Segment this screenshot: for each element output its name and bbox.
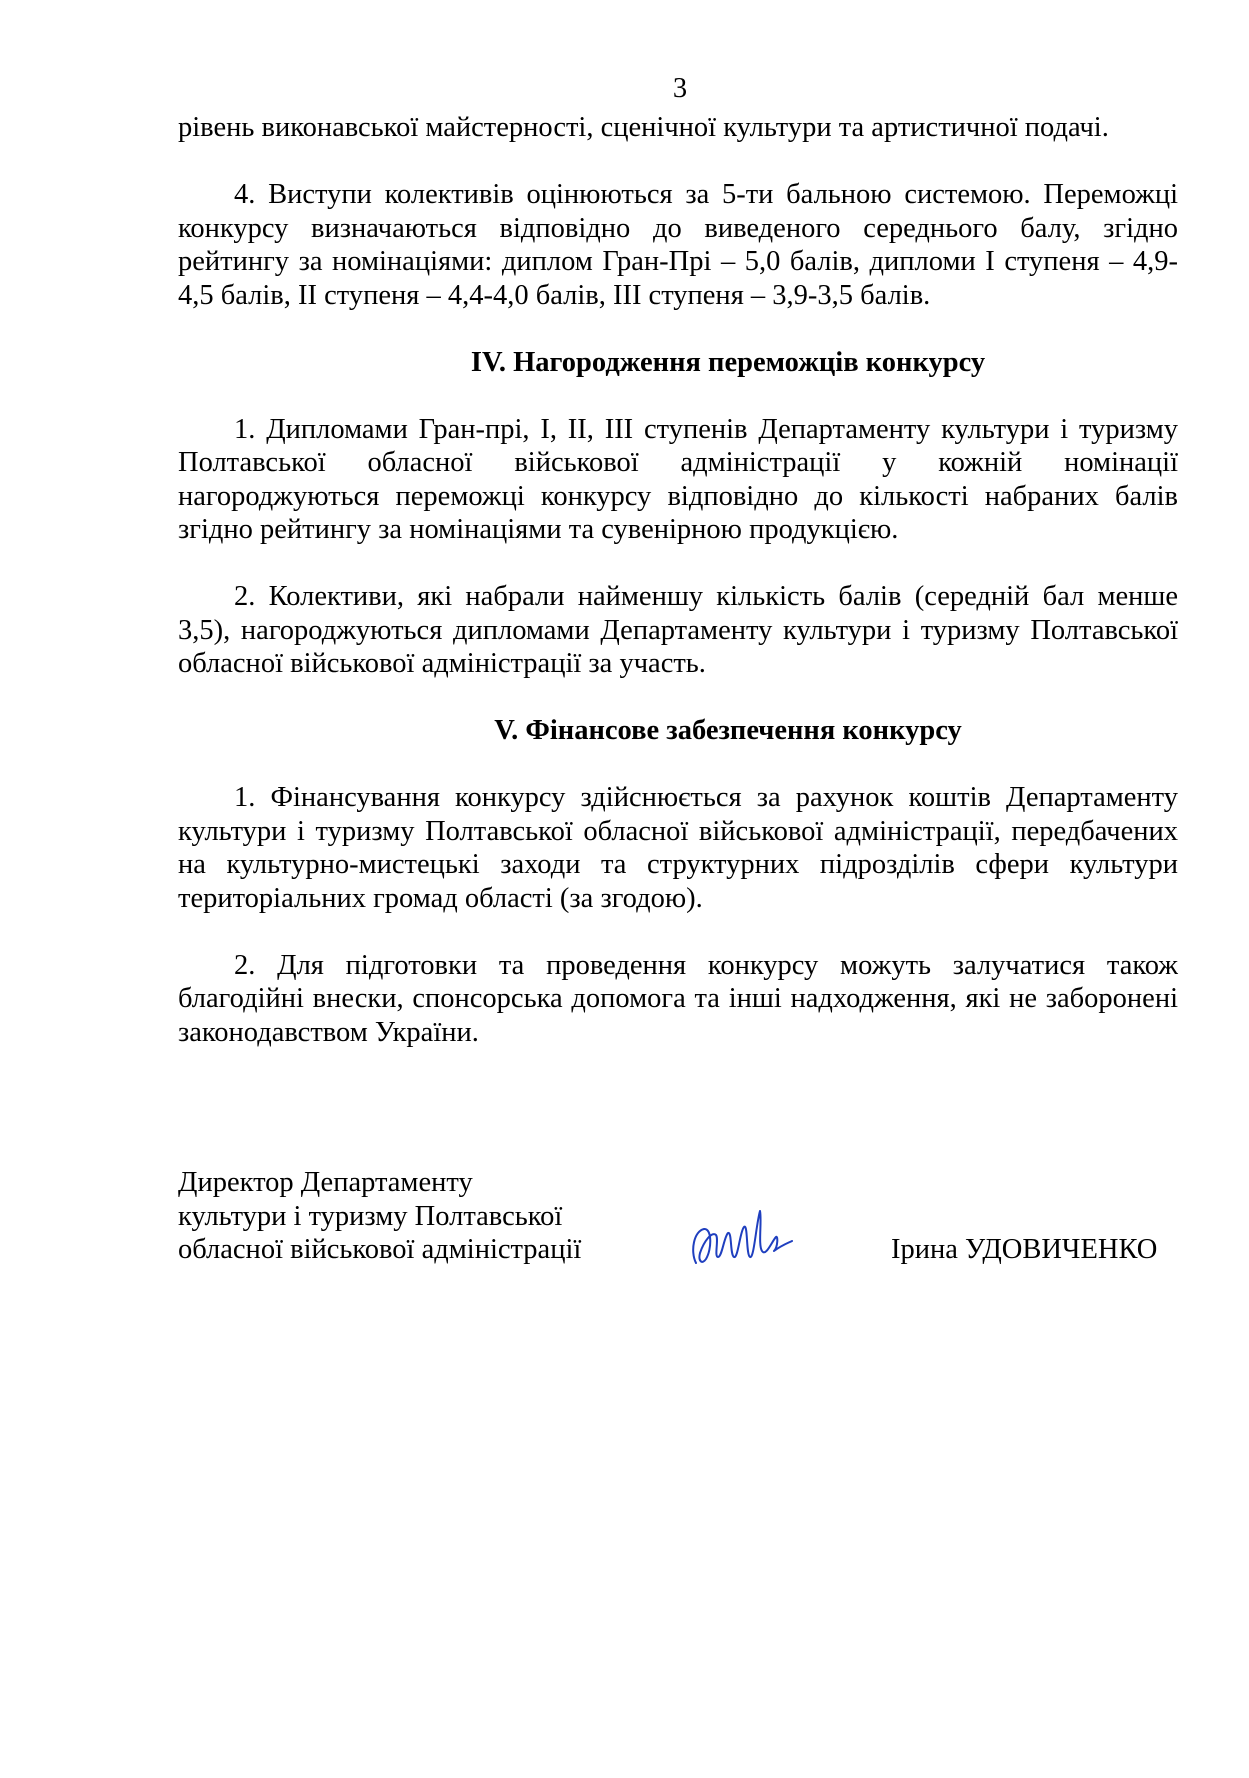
scoring-paragraph: 4. Виступи колективів оцінюються за 5-ти бальною системою. Переможці конкурсу визначаються відповідно до виведеного середнього балу, згідно рейтингу за номінаціями: диплом Гран-Прі – 5,0 балів, дипломи І ступеня – 4,9-4,5 балів, ІІ ступеня – 4,4-4,0 балів, ІІІ ступеня – 3,9-3,5 балів. xyxy=(178,179,1178,311)
signatory-title-line: культури і туризму Полтавської xyxy=(178,1200,563,1232)
signatory-title-line: обласної військової адміністрації xyxy=(178,1234,582,1265)
awards-paragraph-2: 2. Колективи, які набрали найменшу кількість балів (середній бал менше 3,5), нагороджуються дипломами Департаменту культури і туризму Полтавської обласної військової адміністрації за участь. xyxy=(178,581,1178,679)
signatory-title-line: Директор Департаменту xyxy=(178,1167,473,1198)
awards-paragraph-1: 1. Дипломами Гран-прі, І, ІІ, ІІІ ступенів Департаменту культури і туризму Полтавської обласної військової адміністрації у кожній номінації нагороджуються переможці конкурсу відповідно до кількості набраних балів згідно рейтингу за номінаціями та сувенірною продукцією. xyxy=(178,413,1178,545)
section-v-heading: V. Фінансове забезпечення конкурсу xyxy=(494,715,962,746)
finance-paragraph-1: 1. Фінансування конкурсу здійснюється за рахунок коштів Департаменту культури і туризму Полтавської обласної військової адміністрації, передбачених на культурно-мистецькі заходи та структурних підрозділів сфери культури територіальних громад області (за згодою). xyxy=(178,782,1178,914)
signature-block xyxy=(178,1166,1178,1276)
page-number: 3 xyxy=(672,73,688,104)
document-body xyxy=(178,111,1178,1049)
section-iv-heading: IV. Нагородження переможців конкурсу xyxy=(470,346,986,378)
signatory-name: Ірина УДОВИЧЕНКО xyxy=(891,1234,1158,1265)
continuation-paragraph: рівень виконавської майстерності, сценічної культури та артистичної подачі. xyxy=(178,112,1109,143)
handwritten-signature xyxy=(686,1201,796,1276)
signatory-title xyxy=(178,1166,581,1267)
finance-paragraph-2: 2. Для підготовки та проведення конкурсу можуть залучатися також благодійні внески, спонсорська допомога та інші надходження, які не заборонені законодавством України. xyxy=(178,949,1178,1048)
